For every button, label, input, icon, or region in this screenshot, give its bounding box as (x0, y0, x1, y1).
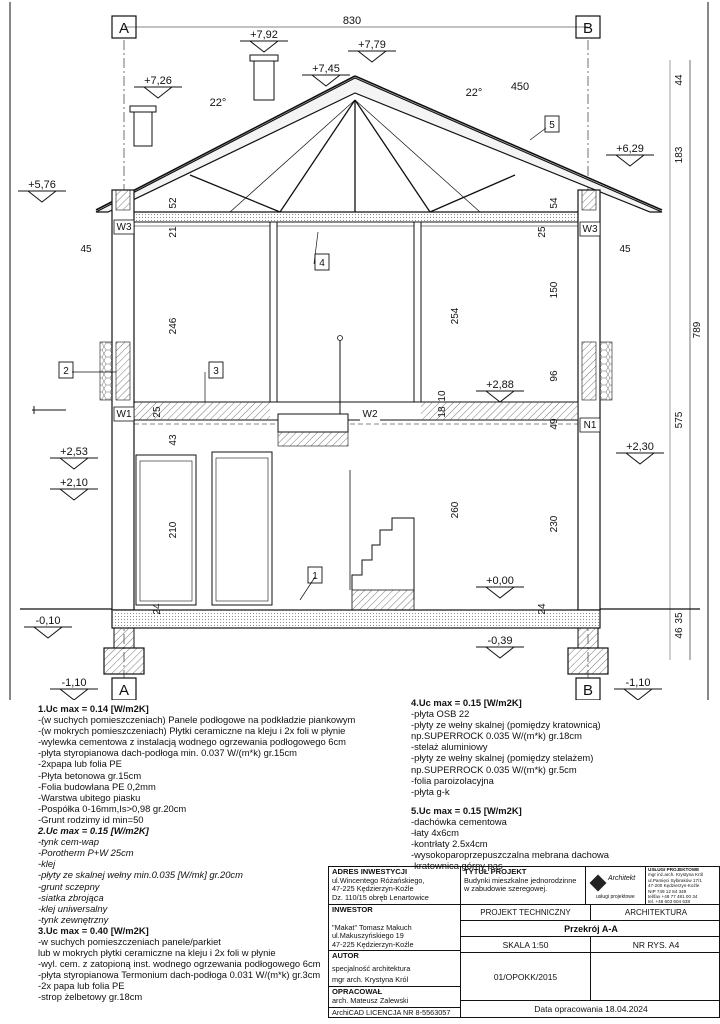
level-marker-window-right (616, 441, 664, 464)
level-label: +2,53 (60, 446, 88, 458)
note-right-line: -wysokoparoprzepuszczalna mebrana dachowa (411, 849, 610, 861)
level-label: +7,26 (144, 75, 172, 87)
note-left-line: -Porotherm P+W 25cm (38, 847, 134, 859)
note-left-line: -tynk zewnętrzny (38, 913, 109, 925)
project-type: PROJEKT TECHNICZNY (461, 905, 591, 921)
callout-3: 3 (213, 366, 219, 377)
note-left-line: -2xpapa lub folia PE (38, 758, 122, 770)
stairs (352, 518, 414, 600)
level-label: +2,10 (60, 477, 88, 489)
branch: ARCHITEKTURA (591, 905, 720, 921)
dim-left-side: 45 (80, 244, 92, 255)
axis-label-a-bottom: A (118, 682, 130, 699)
dim-right-chain-6: 46 (674, 627, 685, 639)
note-right-line: -płyta g-k (411, 785, 450, 797)
level-triangle-icon (50, 458, 98, 469)
office-line-6: tel. +48 603 604 638 (648, 899, 691, 905)
notes-right (411, 697, 609, 871)
note-right-line: -dachówka cementowa (411, 815, 507, 827)
dim-right-chain-2: 183 (674, 146, 685, 164)
note-left-line: 3.Uc max = 0.40 [W/m2K] (38, 924, 149, 936)
level-marker-chimney-left (134, 75, 182, 98)
investment-label: ADRES INWESTYCJI (332, 867, 408, 876)
investor-line-3: 47-225 Kędzierzyn-Koźle (332, 939, 414, 949)
title-block (328, 866, 720, 1018)
note-left-line: -Grunt rodzimy id min=50 (38, 813, 144, 825)
level-marker-first-floor (476, 379, 524, 402)
level-triangle-icon (614, 689, 662, 700)
logo-text: Architekt (608, 875, 636, 882)
level-marker-ground-floor (476, 575, 524, 598)
interior-wall-2 (414, 222, 421, 402)
note-left-line: -(w suchych pomieszczeniach) Panele podłogowe na podkładzie piankowym (38, 714, 356, 726)
element-tag-w3: W3 (116, 222, 132, 233)
level-label: +7,92 (250, 29, 278, 41)
note-right-line: np.SUPERROCK 0.035 W/(m*k) gr.18cm (411, 730, 582, 742)
callout-5: 5 (549, 120, 555, 131)
dim-roof-length: 450 (510, 81, 530, 93)
level-label: +2,30 (626, 441, 654, 453)
foundation-wall-right (578, 628, 598, 648)
roof-pitch-left: 22° (209, 97, 227, 109)
prepared-label: OPRACOWAŁ (332, 987, 383, 996)
dim-inner-1: 52 (168, 197, 179, 209)
note-right-line: -stelaż aluminiowy (411, 741, 488, 753)
license: ArchiCAD LICENCJA NR 8-5563057 (329, 1007, 460, 1018)
office-line-4: NIP 749 12 84 349 (648, 888, 687, 894)
investor-label: INWESTOR (332, 905, 373, 914)
dim-overall: 830 (342, 15, 362, 27)
note-left-line: -klej uniwersalny (38, 902, 108, 914)
element-tag-w2: W2 (362, 409, 378, 420)
note-left-line: lub w mokrych płytki ceramiczne na kleju i 2x foli w płynie (38, 947, 276, 959)
level-label: -0,39 (487, 635, 513, 647)
note-left-line: -grunt sczepny (38, 880, 100, 892)
logo-sub: usługi projektowe (596, 894, 635, 900)
project-no: 01/OPOKK/2015 (461, 953, 591, 1001)
level-triangle-icon (24, 627, 72, 638)
date: Data opracowania 18.04.2024 (534, 1004, 648, 1014)
note-right-line: -płyty ze wełny skalnej (pomiędzy stelażem) (411, 752, 594, 764)
office-line-1: mgr inż.arch. Krystyna Król (648, 872, 704, 878)
element-tags (114, 220, 600, 432)
note-left-line: -płyty ze skalnej wełny min.0.035 [W/mk] gr.20cm (38, 869, 243, 881)
dim-inner-5: 43 (168, 434, 179, 446)
note-left-line: -Pospółka 0-16mm,Is>0,98 gr.20cm (38, 802, 187, 814)
level-marker-footing-left (50, 677, 98, 700)
axis-label-b-top: B (582, 20, 594, 37)
dim-inner-16: 230 (549, 515, 560, 533)
project-title-line-2: w zabudowie szeregowej. (464, 884, 548, 894)
investor-line-1: "Makat" Tomasz Makuch (332, 922, 412, 932)
note-left-line: -płyta styropianowa Termonium dach-podłoga 0.031 W/(m*k) gr.3cm (38, 969, 321, 981)
dim-right-chain-3: 575 (674, 411, 685, 429)
investment-line-2: 47-225 Kędzierzyn-Koźle (332, 884, 414, 894)
level-label: +7,45 (312, 63, 340, 75)
level-marker-eaves-left (18, 179, 66, 202)
level-triangle-icon (50, 689, 98, 700)
investment-line-1: ul.Wincentego Różańskiego, (332, 875, 425, 885)
callout-2: 2 (63, 366, 69, 377)
note-left-line: -strop żelbetowy gr.18cm (38, 991, 143, 1003)
dim-inner-6: 210 (168, 521, 179, 539)
callout-1: 1 (312, 571, 318, 582)
level-triangle-icon (50, 489, 98, 500)
dim-right-side: 45 (619, 244, 631, 255)
note-left-line: -Folia budowlana PE 0,2mm (38, 780, 156, 792)
level-triangle-icon (134, 87, 182, 98)
level-triangle-icon (476, 587, 524, 598)
level-triangle-icon (606, 155, 654, 166)
axis-label-b-bottom: B (582, 682, 594, 699)
level-label: -1,10 (61, 677, 87, 689)
axis-marker-a-bottom (112, 678, 136, 700)
investment-line-3: Dz. 110/15 obręb Lenartowice (332, 892, 429, 902)
element-tag-w3: W3 (582, 224, 598, 235)
level-triangle-icon (348, 51, 396, 62)
dim-inner-14: 18 (437, 406, 448, 418)
level-marker-footing-right (614, 677, 662, 700)
element-tag-n1: N1 (583, 420, 597, 431)
door-2 (212, 452, 272, 605)
logo-icon (590, 875, 607, 892)
dim-right-chain-5: 35 (674, 612, 685, 624)
author-label: AUTOR (332, 951, 359, 960)
note-left-line: -wyl. cem. z zatopioną inst. wodnego ogrzewania podłogowego 6cm (38, 958, 321, 970)
note-left-line: 2.Uc max = 0.15 [W/m2K] (38, 825, 149, 837)
callout-4: 4 (319, 258, 325, 269)
note-right-line: np.SUPERROCK 0.035 W/(m*k) gr.5cm (411, 763, 577, 775)
investor-line-2: ul.Makuszyńskiego 19 (332, 931, 404, 941)
level-label: +0,00 (486, 575, 514, 587)
office-line-3: 47-200 Kędzierzyn-Koźle (648, 883, 700, 889)
author-line-1: specjalność architektura (332, 963, 411, 973)
note-left-line: -wylewka cementowa z instalacją wodnego ogrzewania podłogowego 6cm (38, 736, 346, 748)
level-marker-eaves-right (606, 143, 654, 166)
level-label: -1,10 (625, 677, 651, 689)
dim-inner-7: 24 (152, 603, 163, 615)
footing-left (104, 648, 144, 674)
note-right-line: -płyty ze wełny skalnej (pomiędzy kratownicą) (411, 719, 601, 731)
level-marker-window-sill-left (50, 477, 98, 500)
note-right-line: -folia paroizolacyjna (411, 774, 494, 786)
notes-left (38, 703, 355, 1003)
note-left-line: -2x papa lub folia PE (38, 980, 125, 992)
drawing-no: NR RYS. A4 (591, 937, 720, 953)
note-left-line: -tynk cem-wap (38, 836, 99, 848)
project-title-line-1: Budynki mieszkalne jednorodzinne (464, 875, 577, 885)
note-right-line: 5.Uc max = 0.15 [W/m2K] (411, 804, 522, 816)
level-label: +7,79 (358, 39, 386, 51)
footing-right (568, 648, 608, 674)
note-right-line: 4.Uc max = 0.15 [W/m2K] (411, 697, 522, 708)
level-marker-foundation-slab (476, 635, 524, 658)
level-triangle-icon (476, 647, 524, 658)
note-right-line: -płyta OSB 22 (411, 708, 470, 720)
dim-right-chain-1: 44 (674, 74, 685, 86)
interior-wall-1 (270, 222, 277, 402)
note-right-line: -kratownica górny pas (411, 860, 503, 872)
dim-inner-8: 54 (549, 197, 560, 209)
note-left-line: -siatka zbrojąca (38, 891, 104, 903)
dim-inner-15: 260 (450, 501, 461, 519)
dim-inner-10: 254 (450, 307, 461, 325)
level-label: +2,88 (486, 379, 514, 391)
note-left-line: -w suchych pomieszczeniach panele/parkiet (38, 935, 221, 947)
drawing-name: Przekrój A-A (461, 921, 720, 937)
axis-label-a-top: A (118, 20, 130, 37)
dim-inner-18: 24 (537, 603, 548, 615)
level-marker-window-head (50, 446, 98, 469)
level-marker-chimney-top (240, 29, 288, 52)
stair-landing (278, 414, 348, 432)
scale: SKALA 1:50 (461, 937, 591, 953)
note-left-line: -(w mokrych pomieszczeniach) Płytki ceramiczne na kleju i 2x foli w płynie (38, 725, 346, 737)
note-left-line: 1.Uc max = 0.14 [W/m2K] (38, 703, 149, 714)
office-line-2: ul.Pamięci Sybiraków 17/1 (648, 877, 702, 883)
dim-right-chain-4: 789 (692, 321, 703, 339)
note-left-line: -płyta styropianowa dach-podłoga min. 0.037 W/(m*k) gr.15cm (38, 747, 297, 759)
roof-slope (96, 78, 662, 212)
door-1 (136, 455, 196, 605)
element-tag-w1: W1 (116, 409, 132, 420)
dim-inner-13: 10 (437, 390, 448, 402)
note-left-line: -klej (38, 858, 56, 870)
dim-inner-3: 246 (168, 317, 179, 335)
dim-inner-11: 150 (549, 281, 560, 299)
level-marker-ridge-top (348, 39, 396, 62)
office-label: USŁUGI PROJEKTOWE (648, 867, 700, 872)
roof-pitch-right: 22° (465, 87, 483, 99)
foundation-wall-left (114, 628, 134, 648)
level-label: -0,10 (35, 615, 61, 627)
note-left-line: -Warstwa ubitego piasku (38, 791, 141, 803)
level-triangle-icon (616, 453, 664, 464)
dim-inner-9: 25 (537, 226, 548, 238)
note-right-line: -kontrłaty 2.5x4cm (411, 838, 488, 850)
level-triangle-icon (18, 191, 66, 202)
wall-insulation-left (100, 342, 112, 400)
dim-inner-12: 96 (549, 370, 560, 382)
note-left-line: -Płyta betonowa gr.15cm (38, 769, 142, 781)
dim-inner-2: 21 (168, 226, 179, 238)
level-label: +5,76 (28, 179, 56, 191)
author-line-2: mgr arch. Krystyna Król (332, 975, 409, 985)
dim-inner-17: 49 (549, 418, 560, 430)
chimney-right (254, 55, 274, 100)
level-triangle-icon (476, 391, 524, 402)
prepared-name: arch. Mateusz Zalewski (332, 995, 409, 1005)
level-label: +6,29 (616, 143, 644, 155)
project-title-label: TYTUŁ PROJEKT (464, 867, 527, 876)
office-line-5: tel/fax +48 77 481 00 34 (648, 894, 698, 900)
dim-inner-4: 25 (152, 406, 163, 418)
attic-slab (120, 212, 590, 222)
level-marker-terrain (24, 615, 72, 638)
note-right-line: -łaty 4x6cm (411, 827, 459, 839)
wall-insulation-right (600, 342, 612, 400)
level-triangle-icon (240, 41, 288, 52)
